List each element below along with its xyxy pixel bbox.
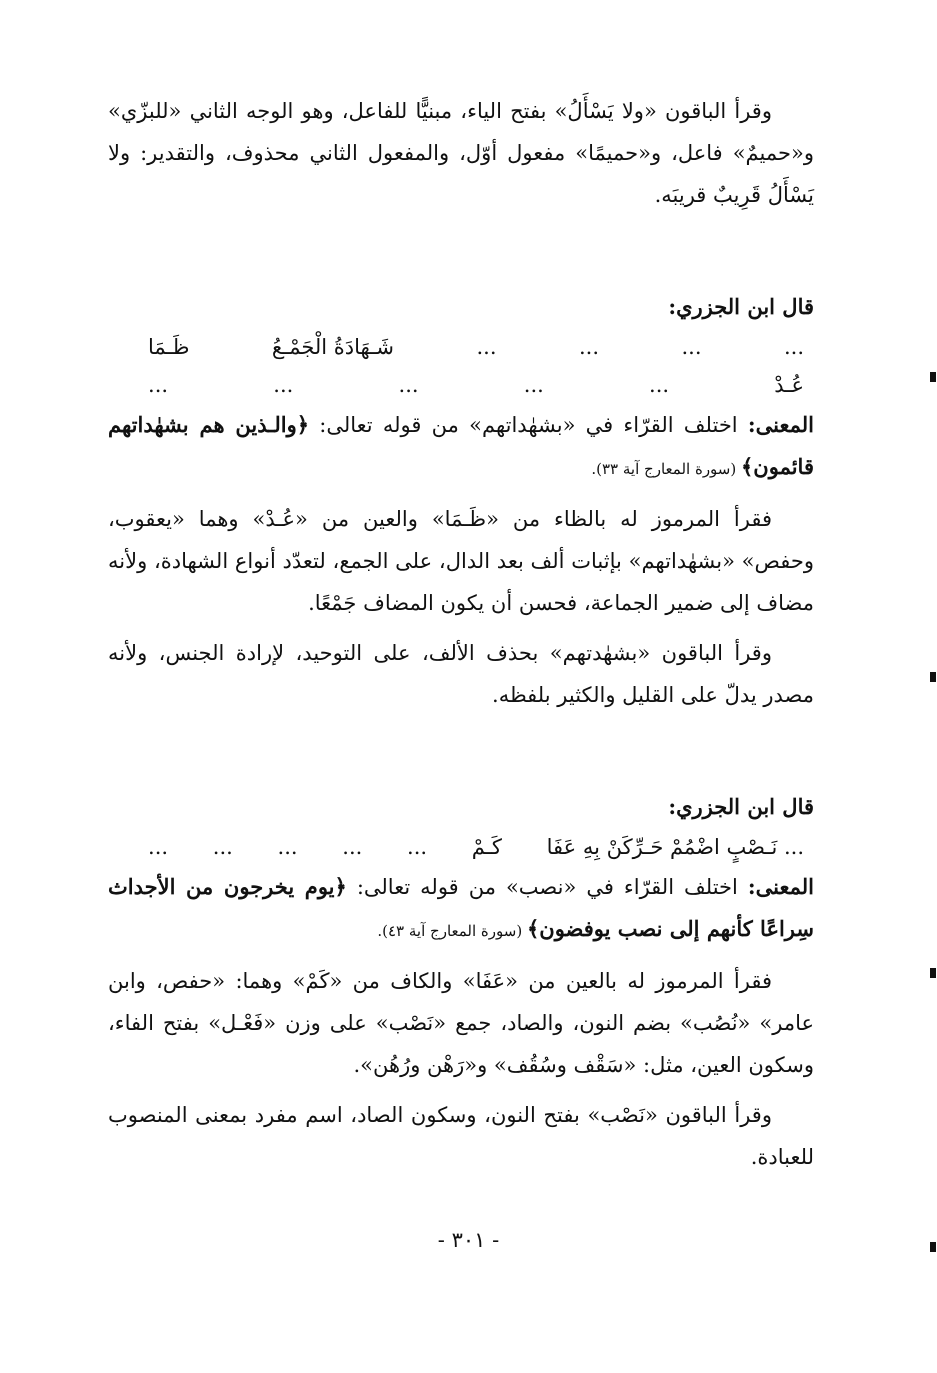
verse-fragment: ...	[407, 835, 428, 859]
meaning-label: المعنى:	[747, 874, 814, 899]
verse-fragment: ...	[148, 373, 169, 397]
quran-reference: (سورة المعارج آية ٤٣).	[377, 922, 527, 940]
verse-fragment: ...	[783, 335, 804, 359]
margin-mark	[930, 672, 936, 682]
section1-verse-line1	[108, 328, 814, 366]
verse-fragment: ...	[523, 373, 544, 397]
section1-verse-line2	[108, 366, 814, 404]
section1-paragraph-b: وقرأ الباقون «بشهٰدتهم» بحذف الألف، على التوحيد، لإرادة الجنس، ولأنه مصدر يدلّ على القليل والكثير بلفظه.	[108, 641, 814, 707]
section1-heading: قال ابن الجزري:	[668, 294, 814, 319]
section2-meaning	[108, 866, 814, 952]
margin-mark	[930, 372, 936, 382]
verse-fragment: ... نَـصْبٍ اضْمُمْ حَـرِّكَنْ بِهِ عَفَا	[546, 835, 804, 859]
section1-paragraph-a: فقرأ المرموز له بالظاء من «ظَـمَا» والعين من «عُـدْ» وهما «يعقوب، وحفص» «بشهٰداتهم» بإثبات ألف بعد الدال، على الجمع، لتعدّد أنواع الشهادة، ولأنه مضاف إلى ضمير الجماعة، فحسن أن يكون المضاف جَمْعًا.	[108, 507, 814, 615]
quran-quote: ﴿يوم يخرجون من الأجداث سِراعًا كأنهم إلى نصب يوفضون﴾	[108, 874, 814, 941]
verse-fragment: ...	[273, 373, 294, 397]
section2-verse-line1	[108, 828, 814, 866]
section2-paragraph-a: فقرأ المرموز له بالعين من «عَفَا» والكاف من «كَمْ» وهما: «حفص، وابن عامر» «نُصُب» بضم النون، والصاد، جمع «نَصْب» على وزن «فَعْـل» بفتح الفاء، وسكون العين، مثل: «سَقْف وسُقُف» و«رَهْن ورُهُن».	[108, 969, 814, 1077]
verse-fragment: ...	[277, 835, 298, 859]
verse-fragment: ...	[476, 335, 497, 359]
verse-fragment: ...	[342, 835, 363, 859]
section-gap	[108, 716, 814, 786]
verse-fragment: ...	[681, 335, 702, 359]
section2-heading: قال ابن الجزري:	[668, 794, 814, 819]
verse-fragment: ظَـمَا	[148, 335, 190, 359]
section-gap	[108, 216, 814, 286]
meaning-label: المعنى:	[747, 412, 814, 437]
page-number: - ٣٠١ -	[437, 1228, 500, 1252]
verse-fragment: ...	[398, 373, 419, 397]
meaning-text: اختلف القرّاء في «نصب» من قوله تعالى:	[346, 875, 748, 899]
section1-meaning	[108, 404, 814, 490]
section2-paragraph-b: وقرأ الباقون «نَصْب» بفتح النون، وسكون الصاد، اسم مفرد بمعنى المنصوب للعبادة.	[108, 1103, 814, 1169]
verse-fragment: عُـدْ	[774, 373, 804, 397]
verse-fragment: شَـهَادَةُ الْجَمْـعُ	[271, 335, 394, 359]
quran-quote: ﴿والـذين هم بشهٰداتهم قائمون﴾	[108, 412, 814, 479]
verse-fragment: ...	[148, 835, 169, 859]
verse-fragment: كَـمْ	[471, 835, 502, 859]
margin-mark	[930, 1242, 936, 1252]
verse-fragment: ...	[649, 373, 670, 397]
paragraph-intro: وقرأ الباقون «ولا يَسْأَلُ» بفتح الياء، مبنيًّا للفاعل، وهو الوجه الثاني «للبزّي» و«حميمٌ» فاعل، و«حميمًا» مفعول أوّل، والمفعول الثاني محذوف، والتقدير: ولا يَسْأَلُ قَرِيبٌ قريبَه.	[108, 99, 814, 207]
verse-fragment: ...	[212, 835, 233, 859]
page-body	[108, 90, 814, 1178]
meaning-text: اختلف القرّاء في «بشهٰداتهم» من قوله تعالى:	[309, 413, 748, 437]
margin-mark	[930, 968, 936, 978]
verse-fragment: ...	[578, 335, 599, 359]
quran-reference: (سورة المعارج آية ٣٣).	[591, 460, 741, 478]
